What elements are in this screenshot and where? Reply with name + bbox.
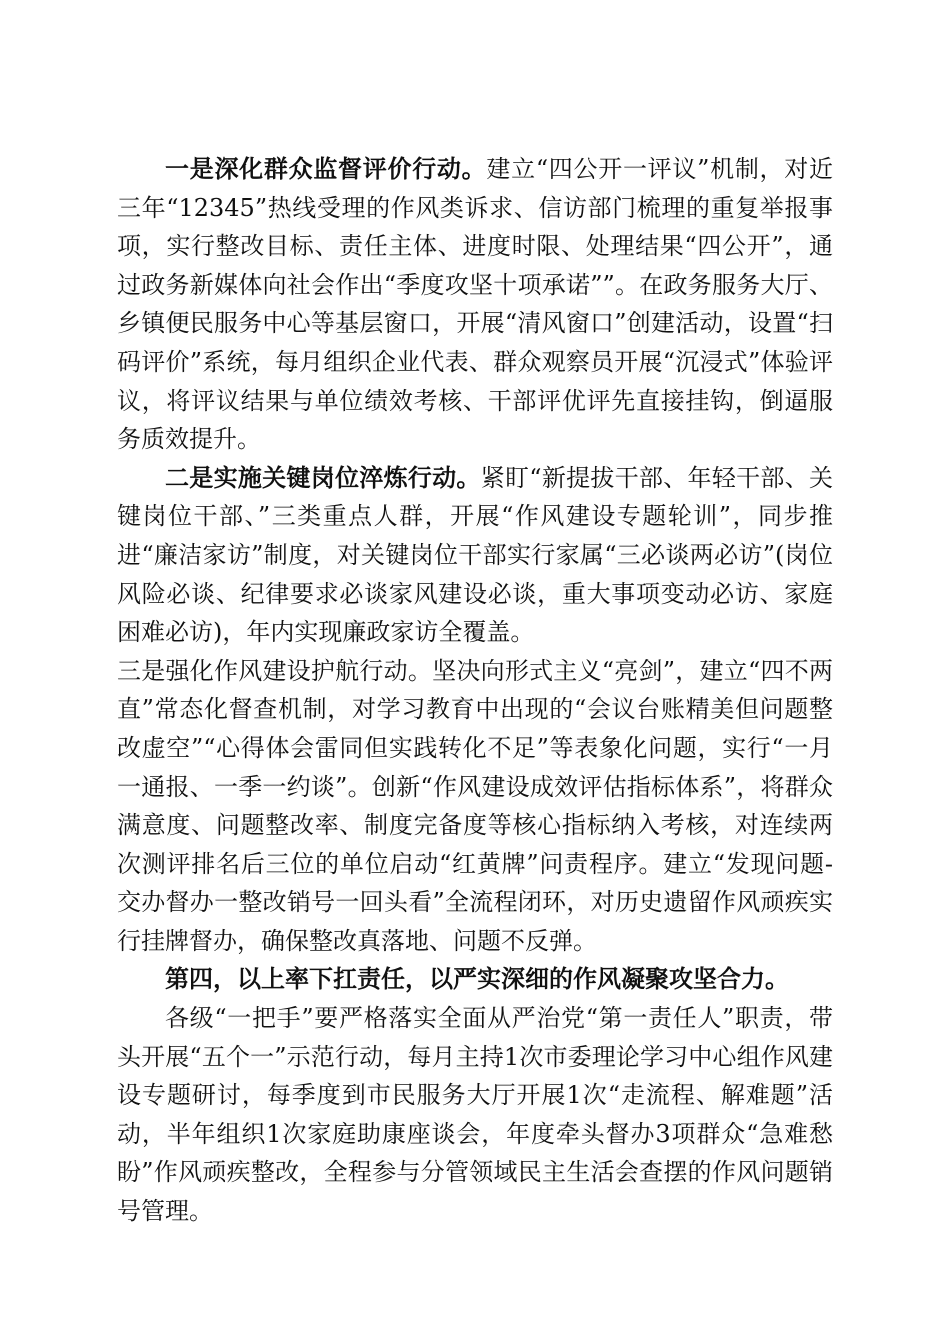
section-heading-text: 第四，以上率下扛责任，以严实深细的作风凝聚攻坚合力。: [165, 964, 789, 994]
paragraph-2-heading: 二是实施关键岗位淬炼行动。: [165, 462, 481, 492]
document-page: [117, 150, 833, 1231]
paragraph-4: [117, 999, 833, 1231]
section-heading: [117, 960, 833, 999]
paragraph-2-body: 紧盯“新提拔干部、年轻干部、关键岗位干部、”三类重点人群，开展“作风建设专题轮训”，同步推进“廉洁家访”制度，对关键岗位干部实行家属“三必谈两必访”(岗位风险必谈、纪律要求必谈家风建设必谈，重大事项变动必访、家庭困难必访)，年内实现廉政家访全覆盖。: [117, 463, 833, 647]
paragraph-1: [117, 150, 833, 459]
paragraph-1-body: 建立“四公开一评议”机制，对近三年“12345”热线受理的作风类诉求、信访部门梳理的重复举报事项，实行整改目标、责任主体、进度时限、处理结果“四公开”，通过政务新媒体向社会作出“季度攻坚十项承诺””。在政务服务大厅、乡镇便民服务中心等基层窗口，开展“清风窗口”创建活动，设置“扫码评价”系统，每月组织企业代表、群众观察员开展“沉浸式”体验评议，将评议结果与单位绩效考核、干部评优评先直接挂钩，倒逼服务质效提升。: [117, 155, 834, 454]
paragraph-3-body: 三是强化作风建设护航行动。坚决向形式主义“亮剑”，建立“四不两直”常态化督查机制，对学习教育中出现的“会议台账精美但问题整改虚空”“心得体会雷同但实践转化不足”等表象化问题，实行“一月一通报、一季一约谈”。创新“作风建设成效评估指标体系”，将群众满意度、问题整改率、制度完备度等核心指标纳入考核，对连续两次测评排名后三位的单位启动“红黄牌”问责程序。建立“发现问题-交办督办一整改销号一回头看”全流程闭环，对历史遗留作风顽疾实行挂牌督办，确保整改真落地、问题不反弹。: [117, 656, 833, 955]
paragraph-4-body: 各级“一把手”要严格落实全面从严治党“第一责任人”职责，带头开展“五个一”示范行动，每月主持1次市委理论学习中心组作风建设专题研讨，每季度到市民服务大厅开展1次“走流程、解难题”活动，半年组织1次家庭助康座谈会，年度牵头督办3项群众“急难愁盼”作风顽疾整改，全程参与分管领域民主生活会查摆的作风问题销号管理。: [117, 1004, 833, 1226]
paragraph-3: [117, 652, 833, 961]
paragraph-1-heading: 一是深化群众监督评价行动。: [165, 154, 487, 183]
paragraph-2: [117, 459, 833, 652]
